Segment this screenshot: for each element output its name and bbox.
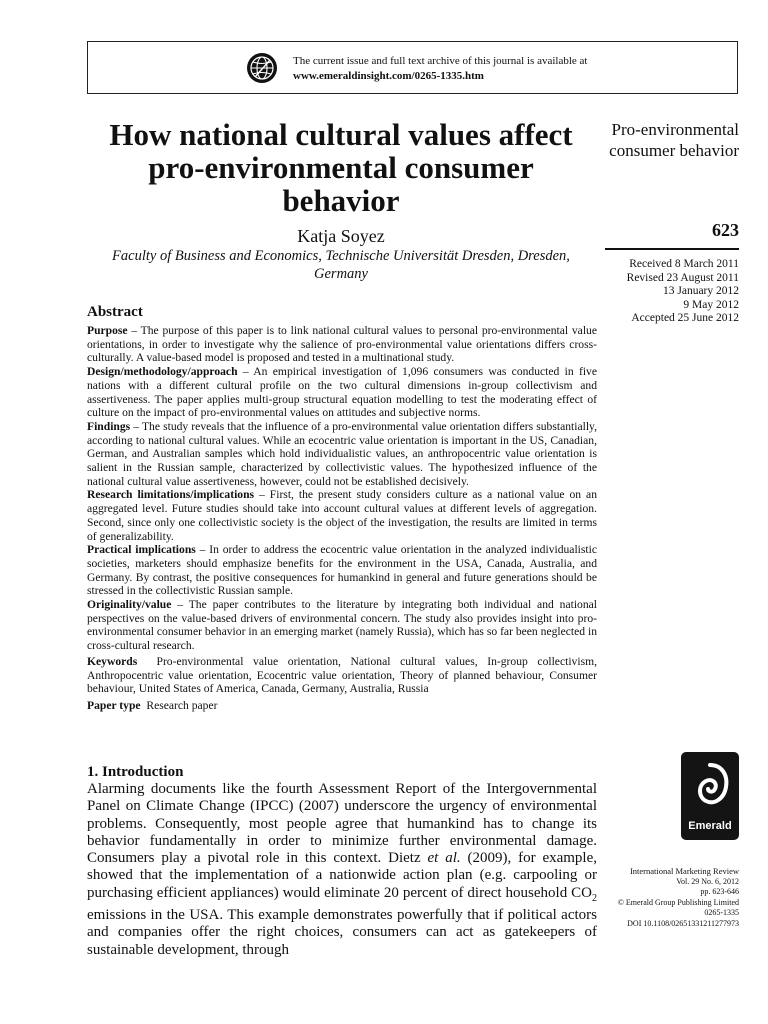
journal-pages: pp. 623-646 [700,887,739,896]
date-revised: Revised 23 August 2011 [626,271,739,284]
author-affiliation: Faculty of Business and Economics, Technische Universität Dresden, Dresden, Germany [112,248,570,282]
keywords-text: Pro-environmental value orientation, National cultural values, In-group collectivism, Anthropocentric value orientation, Ecocentric value orientation, Theory of planned behaviour, Consumer behaviour, United States of America, Canada, Germany, Australia, Russia [87,654,600,696]
author-name: Katja Soyez [297,226,385,246]
abstract-heading: Abstract [87,304,143,320]
intro-text-1: Alarming documents like the fourth Assessment Report of the Intergovernmental Panel on Climate Change (IPCC) (2007) underscore the urgency of environmental problems. Consequently, most people agree that humankind has to change its behavior fundamentally in order to minimize further environmental damage. Consumers play a pivotal role in this context. Dietz [87,781,597,867]
journal-volume: Vol. 29 No. 6, 2012 [676,876,739,886]
limitations-label: Research limitations/implications [87,488,255,502]
originality-text: – The paper contributes to the literature by integrating both individual and national perspectives on the value-based drivers of environmental concern. The study also provides insight into pro-environmental consumer behavior in an emerging market (namely Russia), which has so far been neglected in cross-cultural research. [87,598,597,653]
emerald-swirl-icon [690,761,730,817]
abstract-paper-type [87,699,597,713]
journal-issn: 0265-1335 [704,908,739,917]
intro-et-al: et al. [427,850,461,867]
abstract-purpose [87,324,597,365]
intro-text-3: emissions in the USA. This example demonstrates powerfully that if political actors and companies offer the right choices, consumers can act as gatekeepers of sustainable development, through [87,907,597,958]
co2-subscript: 2 [592,892,597,904]
intro-text-2: (2009), for example, showed that the implementation of a nationwide action plan (e.g. carpooling or purchasing efficient appliances) would eliminate 20 percent of direct household CO [87,850,597,901]
article-title: How national cultural values affect pro-environmental consumer behavior [109,117,573,218]
archive-url-link[interactable]: www.emeraldinsight.com/0265-1335.htm [293,70,484,82]
journal-copyright: © Emerald Group Publishing Limited [617,897,739,907]
limitations-text: – First, the present study considers culture as a national value on an aggregated level. Future studies should take into account cultural values at different levels of aggregation. Second, since only one collectivistic society is the object of the investigation, the results are limited in terms of generalizability. [87,488,597,543]
keywords-label: Keywords [87,654,138,668]
design-label: Design/methodology/approach [87,365,238,379]
design-text: – An empirical investigation of 1,096 consumers was conducted in five nations with a different cultural profile on the two cultural dimensions in-group collectivism and assertiveness. The paper applies multi-group structural equation modelling to test the moderating effect of culture on the impact of pro-environmental values on attitudes and subjective norms. [87,365,597,420]
originality-label: Originality/value [87,598,172,612]
findings-text: – The study reveals that the influence of a pro-environmental value orientation differs substantially, according to national cultural values. While an ecocentric value orientation is important in the US, Canadian, German, and Australian samples which hold individualistic values, an anthropocentric value orientation is salient in the Russian sample, characterized by collectivistic values. The hypothesized influence of the national cultural value assertiveness, however, could not be established decisively. [87,419,597,488]
abstract-design [87,365,597,420]
paper-type-text: Research paper [140,698,218,712]
abstract-findings [87,420,597,489]
emerald-logo [681,752,739,840]
emerald-wordmark: Emerald [688,820,732,832]
journal-name: International Marketing Review [629,866,739,876]
findings-label: Findings [87,419,131,433]
abstract-practical [87,543,597,598]
journal-header-box [87,41,738,94]
purpose-label: Purpose [87,324,128,337]
archive-notice: The current issue and full text archive of this journal is available at [293,55,588,67]
journal-doi: DOI 10.1108/02651331211277973 [627,918,739,928]
globe-icon [246,52,278,84]
journal-info [600,866,739,929]
abstract-keywords [87,654,600,696]
date-accepted: Accepted 25 June 2012 [631,312,739,324]
abstract-body [87,324,600,713]
running-title: Pro-environmental consumer behavior [609,120,739,160]
date-revised-3: 9 May 2012 [683,298,739,311]
submission-dates [605,258,739,326]
purpose-text: – The purpose of this paper is to link national cultural values to personal pro-environmental value orientations, in order to investigate why the salience of pro-environmental value orientations differs cross-culturally. A value-based model is proposed and tested in a multinational study. [87,324,597,365]
date-revised-2: 13 January 2012 [662,285,739,297]
practical-label: Practical implications [87,543,196,557]
section-heading-introduction: 1. Introduction [87,764,184,780]
abstract-limitations [87,488,597,543]
abstract-originality [87,598,597,653]
introduction-paragraph [87,781,597,959]
introduction-body [87,781,597,959]
paper-type-label: Paper type [87,698,141,712]
sidebar-divider [605,248,739,250]
date-received: Received 8 March 2011 [629,258,739,270]
page-number: 623 [712,220,739,240]
practical-text: – In order to address the ecocentric value orientation in the analyzed individualistic societies, marketers should emphasize benefits for the environment in the USA, Canada, Australia, and Germany. By contrast, the positive consequences for humankind in general and future generations should be stressed in the collectivistic Russian sample. [87,543,597,598]
